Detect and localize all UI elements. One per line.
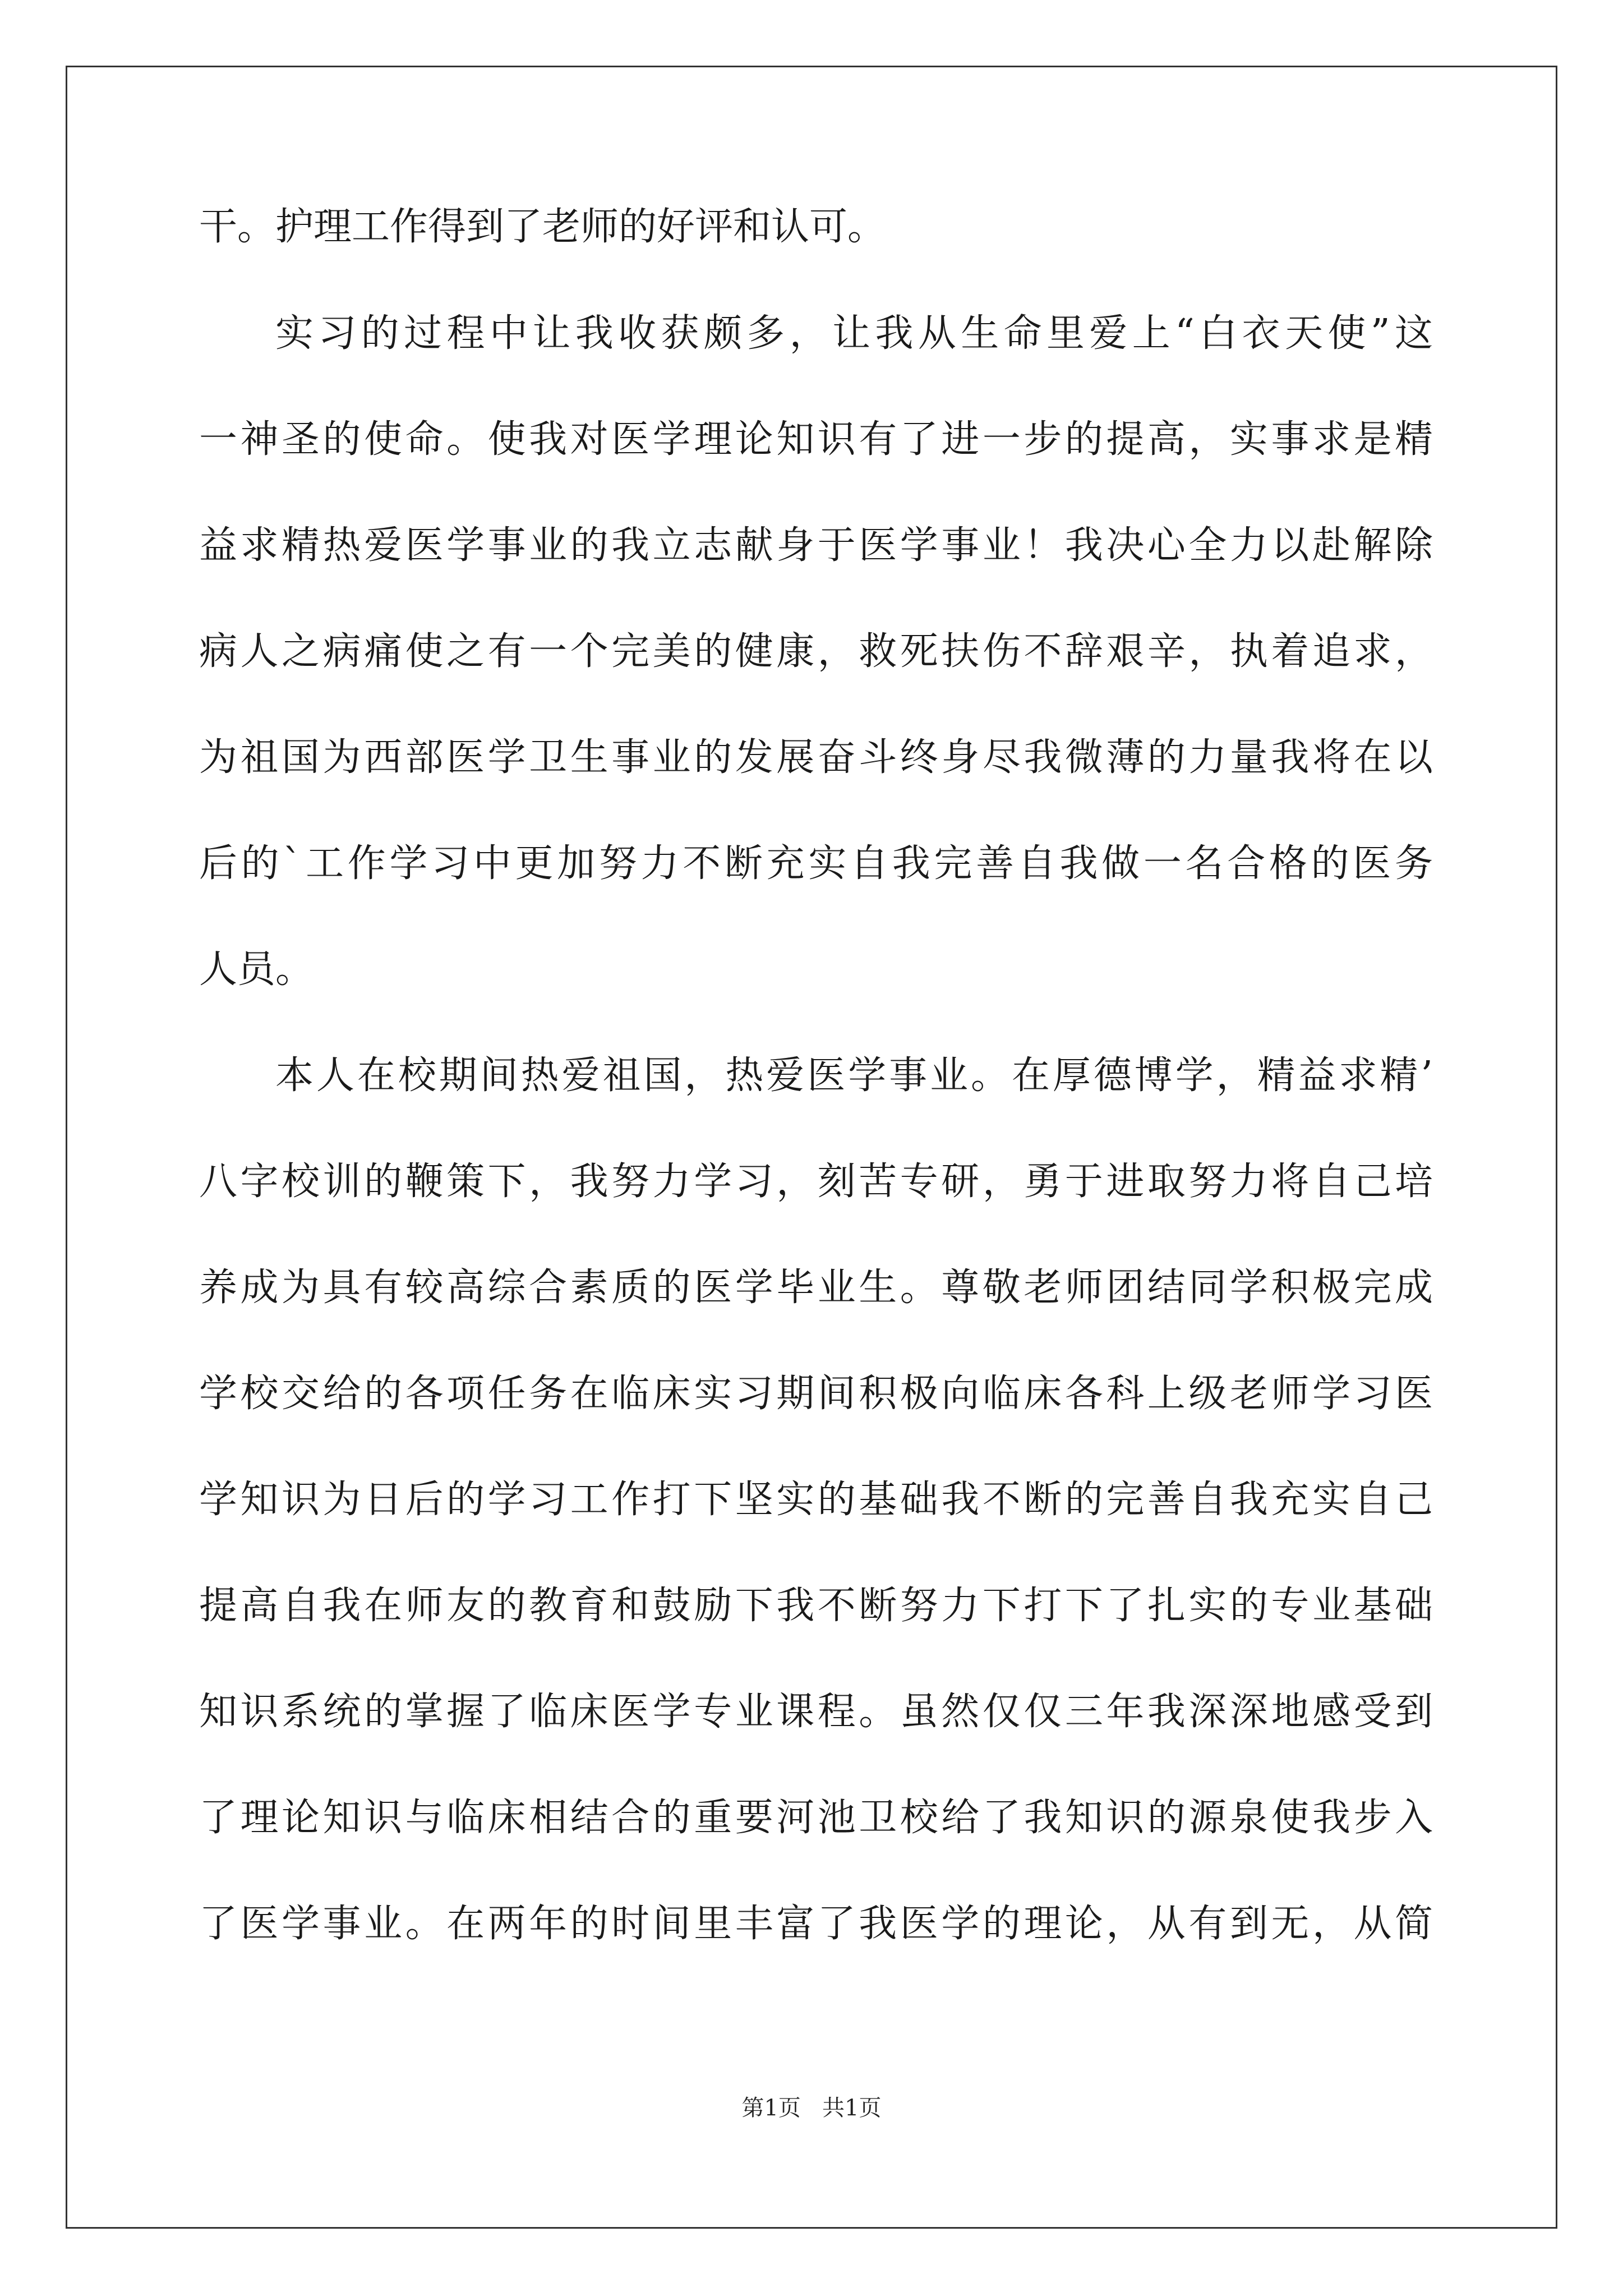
- text-line: 了医学事业。在两年的时间里丰富了我医学的理论，从有到无，从简: [199, 1902, 1433, 1946]
- text-line: 提高自我在师友的教育和鼓励下我不断努力下打下了扎实的专业基础: [199, 1584, 1433, 1628]
- text-line: 知识系统的掌握了临床医学专业课程。虽然仅仅三年我深深地感受到: [199, 1690, 1433, 1734]
- text-line: 一神圣的使命。使我对医学理论知识有了进一步的提高，实事求是精: [199, 417, 1433, 462]
- page-footer: [0, 2091, 1623, 2125]
- text-line: 八字校训的鞭策下，我努力学习，刻苦专研，勇于进取努力将自己培: [199, 1159, 1433, 1204]
- text-line: 人员。: [199, 947, 314, 992]
- text-line: 养成为具有较高综合素质的医学毕业生。尊敬老师团结同学积极完成: [199, 1266, 1433, 1310]
- text-line: 了理论知识与临床相结合的重要河池卫校给了我知识的源泉使我步入: [199, 1796, 1433, 1840]
- page-number: 第1页 共1页: [741, 2095, 882, 2121]
- text-line: 学知识为日后的学习工作打下坚实的基础我不断的完善自我充实自己: [199, 1478, 1433, 1522]
- text-line: 病人之病痛使之有一个完美的健康，救死扶伤不辞艰辛，执着追求，: [199, 629, 1433, 674]
- text-line: 干。护理工作得到了老师的好评和认可。: [199, 205, 886, 249]
- text-line: 学校交给的各项任务在临床实习期间积极向临床各科上级老师学习医: [199, 1372, 1433, 1416]
- paragraph-first-line: 实习的过程中让我收获颇多，让我从生命里爱上“白衣天使”这: [275, 311, 1433, 356]
- paragraph-first-line: 本人在校期间热爱祖国，热爱医学事业。在厚德博学，精益求精’: [275, 1053, 1433, 1098]
- text-line: 益求精热爱医学事业的我立志献身于医学事业！我决心全力以赴解除: [199, 523, 1433, 568]
- text-line: 为祖国为西部医学卫生事业的发展奋斗终身尽我微薄的力量我将在以: [199, 735, 1433, 780]
- text-line: 后的`工作学习中更加努力不断充实自我完善自我做一名合格的医务: [199, 841, 1433, 886]
